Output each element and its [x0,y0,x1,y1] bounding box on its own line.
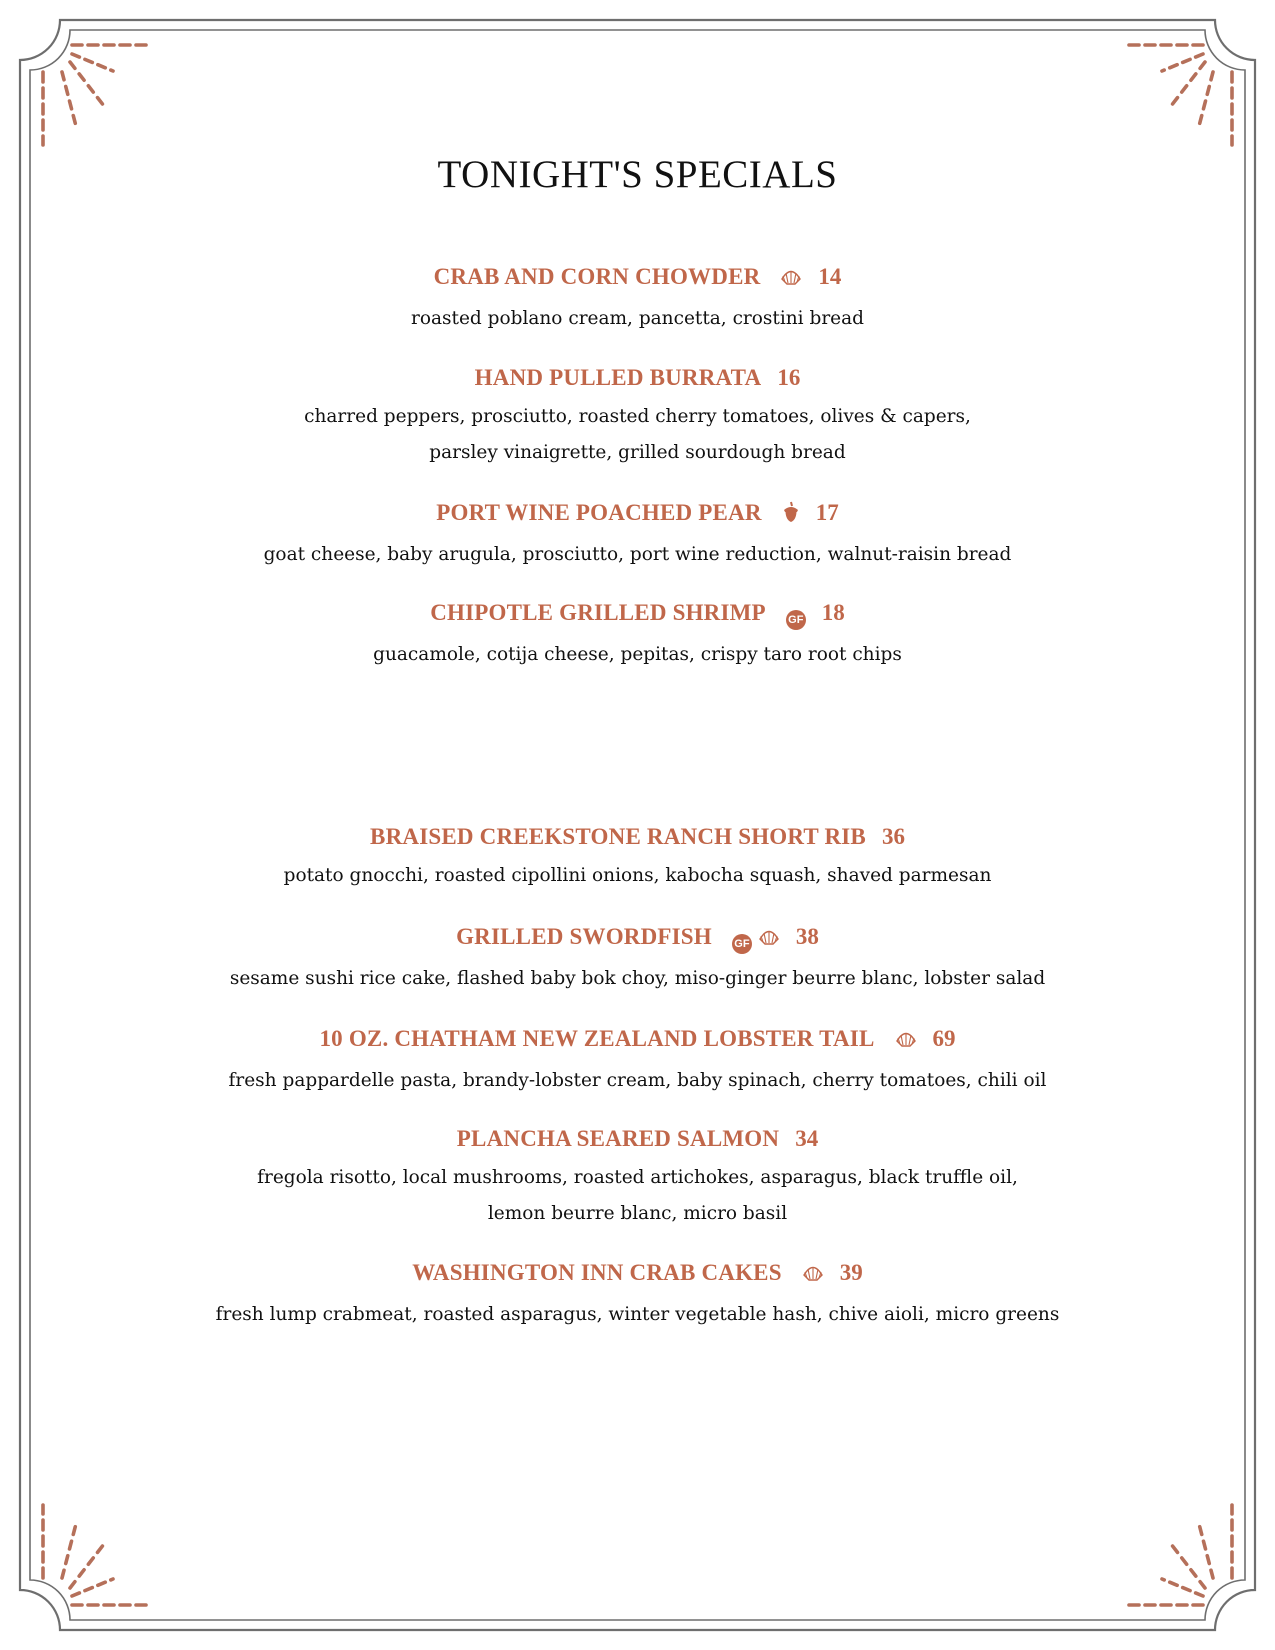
menu-item-name: PLANCHA SEARED SALMON [456,1126,780,1151]
menu-item-description [0,301,1275,337]
gf-badge-label: GF [786,610,806,630]
menu-item-header [0,498,1275,531]
menu-item [0,1258,1275,1333]
menu-item-name: CHIPOTLE GRILLED SHRIMP [430,600,766,625]
menu-item-header [0,822,1275,852]
menu-item-name: BRAISED CREEKSTONE RANCH SHORT RIB [370,824,866,849]
acorn-icon [782,501,800,531]
description-line: goat cheese, baby arugula, prosciutto, port wine reduction, walnut-raisin bread [263,544,1012,565]
description-line: fregola risotto, local mushrooms, roasted artichokes, asparagus, black truffle oil, [257,1167,1018,1188]
menu-item-header [0,1024,1275,1057]
menu-item-name: GRILLED SWORDFISH [456,924,712,949]
shell-icon [895,1027,917,1057]
shell-icon [780,265,802,295]
menu-item-description [0,858,1275,894]
menu-item [0,262,1275,337]
menu-item-price: 14 [818,264,842,289]
description-line: guacamole, cotija cheese, pepitas, crispy taro root chips [373,644,902,665]
menu-item-name: CRAB AND CORN CHOWDER [433,264,761,289]
menu-item-header [0,262,1275,295]
menu-item [0,498,1275,573]
menu-item-name: 10 OZ. CHATHAM NEW ZEALAND LOBSTER TAIL [319,1026,875,1051]
menu-item-description [0,399,1275,471]
menu-item-name: HAND PULLED BURRATA [474,365,762,390]
menu-item [0,363,1275,471]
menu-item-header [0,922,1275,955]
menu-item-header [0,1124,1275,1154]
shell-icon [758,925,780,955]
description-line: fresh pappardelle pasta, brandy-lobster cream, baby spinach, cherry tomatoes, chili oil [228,1070,1047,1091]
menu-item-description [0,637,1275,673]
menu-item [0,922,1275,997]
menu-item-name: PORT WINE POACHED PEAR [436,500,762,525]
menu-item-header [0,598,1275,631]
description-line: lemon beurre blanc, micro basil [487,1203,788,1224]
page-title: TONIGHT'S SPECIALS [437,153,838,196]
menu-item-description [0,537,1275,573]
menu-item-price: 36 [881,824,905,849]
menu-item-price: 18 [821,600,845,625]
menu-item-description [0,1160,1275,1232]
menu-item-price: 69 [932,1026,956,1051]
menu-item-price: 38 [795,924,819,949]
menu-item-name: WASHINGTON INN CRAB CAKES [412,1260,782,1285]
description-line: charred peppers, prosciutto, roasted cherry tomatoes, olives & capers, [304,406,971,427]
gf-badge-label: GF [732,934,752,954]
menu-item [0,1024,1275,1099]
gf-badge-icon [786,601,806,631]
menu-item [0,822,1275,894]
menu-item-header [0,1258,1275,1291]
menu-item-price: 39 [839,1260,863,1285]
menu-item-price: 17 [815,500,839,525]
description-line: sesame sushi rice cake, flashed baby bok choy, miso-ginger beurre blanc, lobster salad [229,968,1046,989]
menu-item-description [0,1297,1275,1333]
gf-badge-icon [732,925,752,955]
menu-item [0,1124,1275,1232]
corner-sunburst-ornament [43,45,146,145]
shell-icon [802,1261,824,1291]
description-line: parsley vinaigrette, grilled sourdough bread [429,442,846,463]
menu-item [0,598,1275,673]
description-line: potato gnocchi, roasted cipollini onions, kabocha squash, shaved parmesan [283,865,992,886]
description-line: roasted poblano cream, pancetta, crostini bread [411,308,864,329]
menu-item-description [0,961,1275,997]
menu-item-header [0,363,1275,393]
description-line: fresh lump crabmeat, roasted asparagus, winter vegetable hash, chive aioli, micro greens [215,1304,1060,1325]
menu-item-price: 34 [795,1126,819,1151]
menu-item-price: 16 [777,365,801,390]
menu-item-description [0,1063,1275,1099]
